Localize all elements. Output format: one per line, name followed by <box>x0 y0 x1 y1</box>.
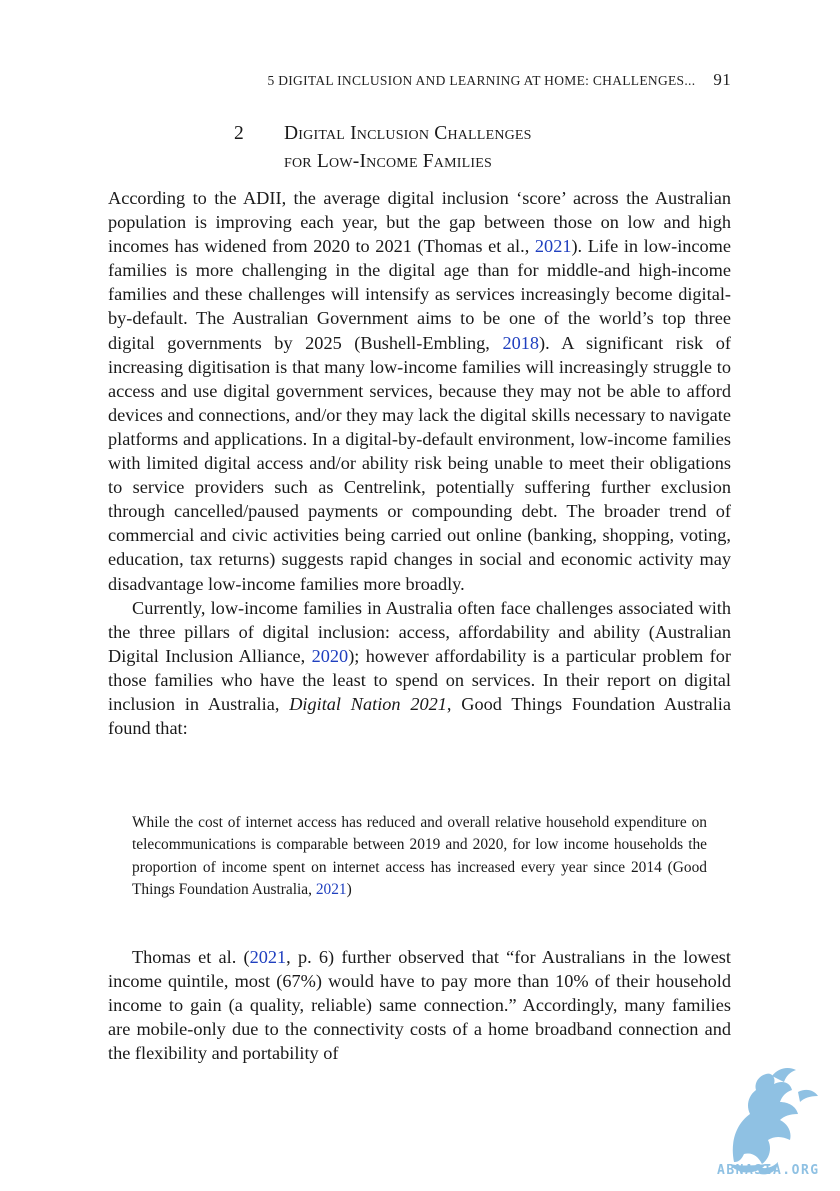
para3-text-a: Thomas et al. ( <box>132 947 250 967</box>
paragraph-2 <box>108 596 731 741</box>
body-text-continued <box>108 945 731 1065</box>
para1-text-a: According to the ADII, the average digital inclusion ‘score’ across the Australian population is improving each year, but the gap between those on low and high incomes has widened from 2020 to 2021 (Thomas et al., <box>108 188 731 257</box>
section-title-line2: for Low-Income Families <box>284 151 492 172</box>
para1-text-c: ). A significant risk of increasing digitisation is that many low-income families will increasingly struggle to access and use digital government services, because they may not be able to afford devices and connections, and/or they may lack the digital skills necessary to navigate platforms and applications. In a digital-by-default environment, low-income families with limited digital access and/or ability risk being unable to meet their obligations to service providers such as Centrelink, potentially suffering further exclusion through cancelled/paused payments or compounding debt. The broader trend of commercial and civic activities being carried out online (banking, shopping, voting, education, tax returns) suggests rapid changes in social and economic activity may disadvantage low-income families more broadly. <box>108 332 731 594</box>
citation-link[interactable]: 2020 <box>311 645 349 666</box>
citation-link[interactable]: 2018 <box>502 332 540 353</box>
paragraph-1 <box>108 186 731 596</box>
section-heading <box>234 120 684 176</box>
para2-text-a: Currently, low-income families in Australia often face challenges associated with the three pillars of digital inclusion: access, affordability and ability (Australian Digital Inclusion Alliance, <box>108 597 731 666</box>
section-number: 2 <box>234 123 244 144</box>
running-head <box>108 70 731 90</box>
para2-text-b: ); however affordability is a particular problem for those families who have the least to spend on services. In their report on digital inclusion in Australia, <box>108 645 731 714</box>
para3-text-b: , p. 6) further observed that “for Australians in the lowest income quintile, most (67%) would have to pay more than 10% of their household income to gain (a quality, reliable) same connection.” Accordingly, many families are mobile-only due to the connectivity costs of a home broadband connection and the flexibility and portability of <box>108 947 732 1064</box>
body-text <box>108 186 731 740</box>
section-title-line1: Digital Inclusion Challenges <box>284 123 532 144</box>
block-quote <box>132 812 707 901</box>
page-number: 91 <box>713 70 731 89</box>
quote-text-a: While the cost of internet access has reduced and overall relative household expenditure on telecommunications is comparable between 2019 and 2020, for low income households the proportion of income spent on internet access has increased every year since 2014 (Good Things Foundation Australia, <box>132 814 707 898</box>
paragraph-3 <box>108 945 731 1065</box>
para2-text-c: , Good Things Foundation Australia found that: <box>108 693 731 739</box>
running-head-chapter: 5 DIGITAL INCLUSION AND LEARNING AT HOME: CHALLENGES... <box>267 73 696 88</box>
citation-link[interactable]: 2021 <box>315 880 347 898</box>
watermark-text: ABNASIA.ORG <box>717 1163 820 1178</box>
para1-text-b: ). Life in low-income families is more challenging in the digital age than for middle-and high-income families and these challenges will intensify as services increasingly become digital-by-default. The Australian Government aims to be one of the world’s top three digital governments by 2025 (Bushell-Embling, <box>108 236 731 353</box>
citation-link[interactable]: 2021 <box>534 236 572 257</box>
quote-text-b: ) <box>346 880 352 898</box>
citation-link[interactable]: 2021 <box>249 947 287 967</box>
report-title: Digital Nation 2021 <box>289 693 447 714</box>
